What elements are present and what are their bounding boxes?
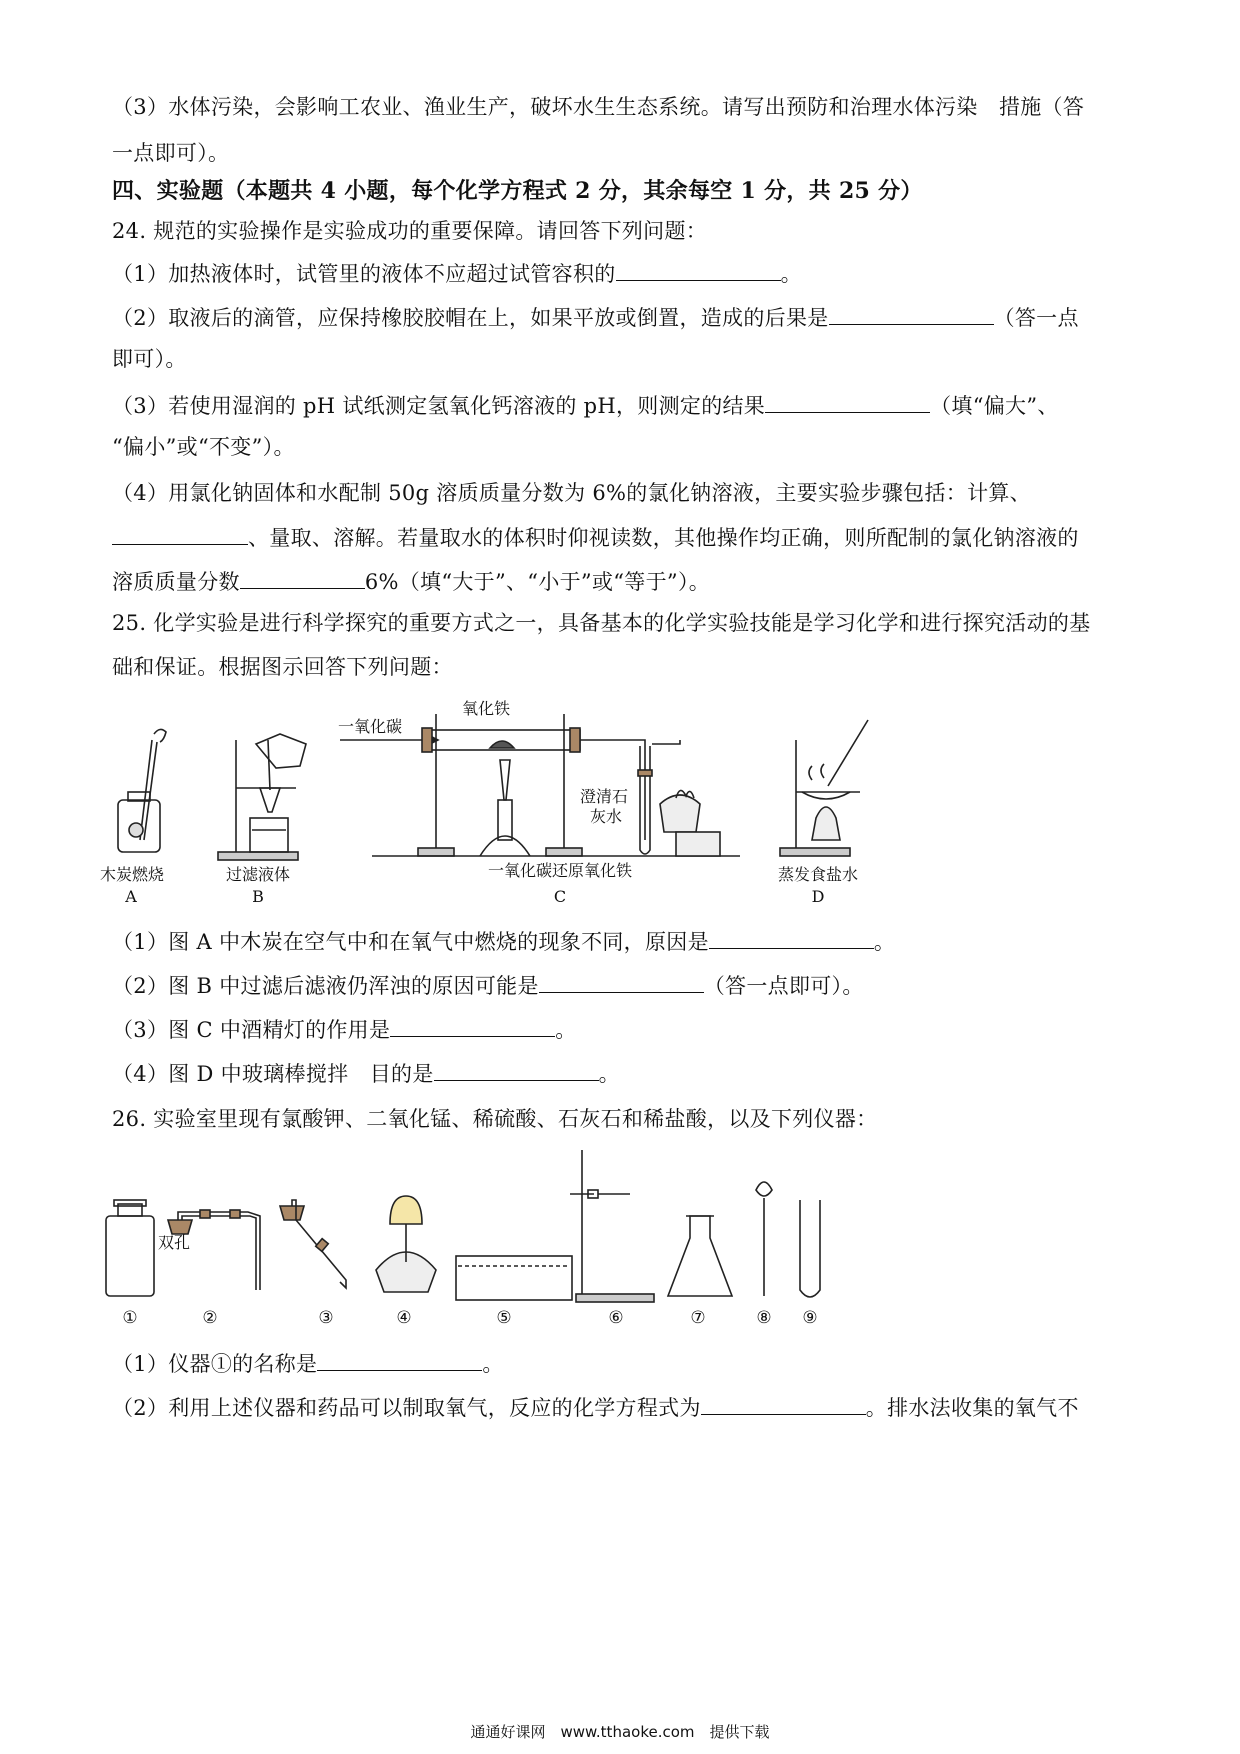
q24-part2-text: （2）取液后的滴管，应保持橡胶胶帽在上，如果平放或倒置，造成的后果是 [112,306,829,330]
caption-c: 一氧化碳还原氧化铁 [487,861,632,880]
q24-part4-line2 [112,522,1079,553]
q25-part3-text: （3）图 C 中酒精灯的作用是 [112,1018,391,1042]
q26-figure [100,1140,960,1330]
q23-part3-line2: 一点即可）。 [112,141,230,165]
q26-part1-end: 。 [482,1352,504,1376]
q25-part2-end: （答一点即可）。 [703,974,864,998]
caption-b: 过滤液体 [226,865,291,884]
letter-b: B [252,887,264,906]
test-tube-icon [800,1200,820,1297]
q25-part2 [112,970,864,1001]
q24-part2-line2: 即可）。 [112,347,187,371]
q24-stem: 24. 规范的实验操作是实验成功的重要保障。请回答下列问题： [112,219,708,243]
q24-part3 [112,390,1059,421]
q24-part1-end: 。 [780,262,802,286]
page-footer: 通通好课网 www.tthaoke.com 提供下载 [470,1723,770,1741]
answer-blank[interactable] [539,970,704,993]
instrument-number-9: ⑨ [802,1308,818,1328]
letter-c: C [553,887,567,906]
letter-a: A [125,887,137,906]
instrument-number-8: ⑧ [756,1308,772,1328]
q24-part4: （4）用氯化钠固体和水配制 50g 溶质质量分数为 6%的氯化钠溶液，主要实验步骤包括：计算、 [112,481,1031,505]
answer-blank[interactable] [112,522,248,545]
q25-part1 [112,926,895,957]
q24-part1-text: （1）加热液体时，试管里的液体不应超过试管容积的 [112,262,616,286]
q24-part4-line3 [112,566,710,597]
answer-blank[interactable] [765,390,930,413]
instrument-number-2: ② [202,1308,218,1328]
single-hole-stopper-icon [280,1200,346,1288]
q25-part4-end: 。 [598,1062,620,1086]
water-trough-icon [456,1256,572,1300]
iron-oxide-label: 氧化铁 [462,699,511,718]
apparatus-diagram [100,700,1000,920]
answer-blank[interactable] [390,1014,555,1037]
instrument-number-3: ③ [318,1308,334,1328]
q24-part1 [112,258,802,289]
answer-blank[interactable] [829,302,994,325]
answer-blank[interactable] [317,1348,482,1371]
q26-part1-text: （1）仪器①的名称是 [112,1352,318,1376]
long-neck-funnel-icon [756,1182,772,1296]
letter-d: D [811,887,825,906]
q25-part1-text: （1）图 A 中木炭在空气中和在氧气中燃烧的现象不同，原因是 [112,930,709,954]
q26-part1 [112,1348,504,1379]
q25-figure [100,700,1000,920]
limewater-label-2: 灰水 [590,807,623,826]
instrument-number-7: ⑦ [690,1308,706,1328]
q24-part4-lead: 溶质质量分数 [112,570,240,594]
caption-d: 蒸发食盐水 [777,865,858,884]
limewater-label-1: 澄清石 [580,787,629,806]
q24-part4-end: 6%（填“大于”、“小于”或“等于”）。 [364,570,711,594]
answer-blank[interactable] [709,926,874,949]
q24-part3-text: （3）若使用湿润的 pH 试纸测定氢氧化钙溶液的 pH，则测定的结果 [112,394,766,418]
co-label: 一氧化碳 [338,717,403,736]
q23-part3-line1: （3）水体污染，会影响工农业、渔业生产，破坏水生生态系统。请写出预防和治理水体污染 措施（答 [112,95,1085,119]
q24-part2-end: （答一点 [993,306,1079,330]
answer-blank[interactable] [240,566,365,589]
q25-stem-line2: 础和保证。根据图示回答下列问题： [112,655,453,679]
answer-blank[interactable] [701,1392,866,1415]
conical-flask-icon [668,1216,732,1296]
evaporation-apparatus [780,720,868,856]
alcohol-lamp-icon [376,1196,436,1292]
instrument-number-5: ⑤ [496,1308,512,1328]
q24-part2 [112,302,1079,333]
q25-part3-end: 。 [555,1018,577,1042]
answer-blank[interactable] [616,258,781,281]
reagent-bottle-icon [106,1200,154,1296]
q24-part3-line2: “偏小”或“不变”）。 [112,435,295,459]
q25-stem-line1: 25. 化学实验是进行科学探究的重要方式之一，具备基本的化学实验技能是学习化学和进行探究活动的基 [112,611,1091,635]
answer-blank[interactable] [434,1058,599,1081]
q24-part4-mid: 、量取、溶解。若量取水的体积时仰视读数，其他操作均正确，则所配制的氯化钠溶液的 [248,526,1079,550]
q25-part4-text: （4）图 D 中玻璃棒搅拌 目的是 [112,1062,434,1086]
q25-part3 [112,1014,577,1045]
q26-part2-end: 。排水法收集的氧气不 [865,1396,1079,1420]
section-title: 四、实验题（本题共 4 小题，每个化学方程式 2 分，其余每空 1 分，共 25 分） [112,178,923,204]
q25-part1-end: 。 [873,930,896,954]
double-hole-label: 双孔 [158,1233,191,1252]
q26-part2-text: （2）利用上述仪器和药品可以制取氧气，反应的化学方程式为 [112,1396,701,1420]
instruments-diagram [100,1140,960,1330]
filtration-apparatus [218,734,306,860]
instrument-number-4: ④ [396,1308,412,1328]
q25-part4 [112,1058,620,1089]
instrument-number-1: ① [122,1308,138,1328]
caption-a: 木炭燃烧 [100,865,165,884]
q26-part2 [112,1392,1079,1423]
iron-stand-icon [570,1150,654,1302]
q25-part2-text: （2）图 B 中过滤后滤液仍浑浊的原因可能是 [112,974,539,998]
q26-stem: 26. 实验室里现有氯酸钾、二氧化锰、稀硫酸、石灰石和稀盐酸，以及下列仪器： [112,1107,878,1131]
q24-part3-end: （填“偏大”、 [930,394,1059,418]
instrument-number-6: ⑥ [608,1308,624,1328]
charcoal-burning-apparatus [118,729,166,852]
